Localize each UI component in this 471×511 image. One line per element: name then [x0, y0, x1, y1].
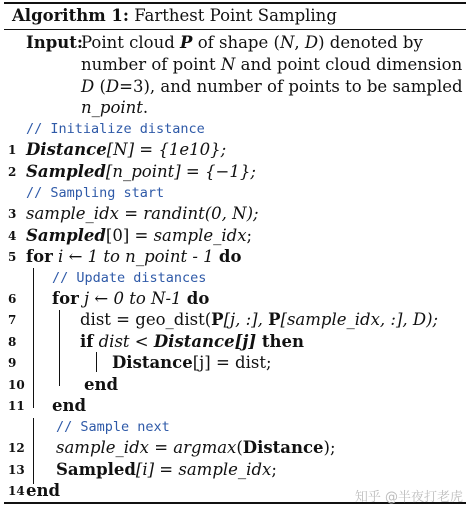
- line-14: 14 end: [8, 481, 61, 500]
- line-4: 4 Sampled[0] = sample_idx;: [8, 226, 253, 245]
- input-line-3: D (D=3), and number of points to be sampled: [81, 77, 463, 96]
- line-number: 5: [8, 250, 17, 264]
- line-12: 12 sample_idx = argmax(Distance);: [8, 438, 336, 457]
- input-line-4: n_point.: [81, 98, 149, 117]
- comment-sample-next: // Sample next: [56, 419, 170, 435]
- algorithm-number: Algorithm 1:: [12, 6, 129, 25]
- watermark: 知乎 @半夜打老虎: [354, 490, 463, 505]
- line-number: 13: [8, 463, 25, 477]
- line-3: 3 sample_idx = randint(0, N);: [8, 204, 259, 223]
- line-10: 10 end: [8, 375, 119, 394]
- comment-update-distances: // Update distances: [52, 270, 207, 286]
- line-2: 2 Sampled[n_point] = {−1};: [8, 162, 256, 181]
- input-line-1: Input: Point cloud P of shape (N, D) denoted by: [26, 33, 423, 52]
- line-number: 10: [8, 378, 25, 392]
- algorithm-name: Farthest Point Sampling: [134, 6, 337, 25]
- algorithm-title: [12, 5, 337, 27]
- comment-initialize: // Initialize distance: [26, 121, 205, 137]
- line-number: 2: [8, 165, 17, 179]
- line-5: 5 for i ← 1 to n_point - 1 do: [8, 247, 242, 266]
- line-number: 1: [8, 143, 17, 157]
- line-number: 6: [8, 292, 17, 306]
- line-9: 9 Distance[j] = dist;: [8, 353, 272, 372]
- line-number: 11: [8, 399, 25, 413]
- line-number: 7: [8, 313, 17, 327]
- line-number: 3: [8, 207, 17, 221]
- input-label: Input:: [26, 33, 83, 52]
- line-8: 8 if dist < Distance[j] then: [8, 332, 305, 351]
- line-13: 13 Sampled[i] = sample_idx;: [8, 460, 277, 479]
- line-number: 14: [8, 484, 25, 498]
- line-11: 11 end: [8, 396, 87, 415]
- line-1: 1 Distance[N] = {1e10};: [8, 140, 227, 159]
- line-number: 8: [8, 335, 17, 349]
- line-number: 4: [8, 229, 17, 243]
- title-rule: [4, 29, 466, 30]
- input-line-2: number of point N and point cloud dimension: [81, 55, 463, 74]
- line-number: 9: [8, 356, 17, 370]
- line-6: 6 for j ← 0 to N-1 do: [8, 289, 210, 308]
- algorithm-box: [4, 2, 466, 504]
- line-7: 7 dist = geo_dist(P[j, :], P[sample_idx, :], D);: [8, 310, 439, 329]
- line-number: 12: [8, 441, 25, 455]
- comment-sampling-start: // Sampling start: [26, 185, 165, 201]
- top-rule: [4, 2, 466, 4]
